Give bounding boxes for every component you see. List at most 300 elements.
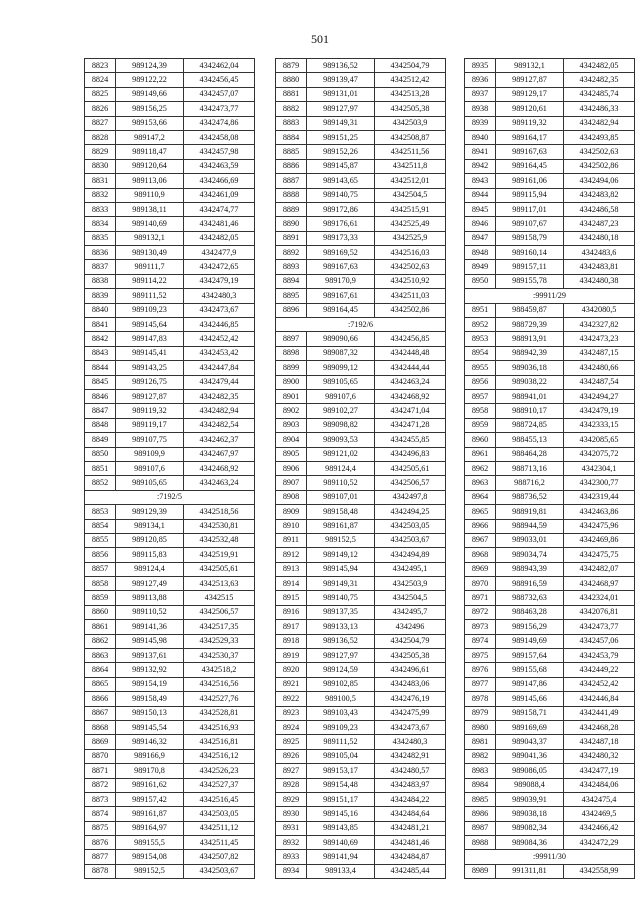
table-row bbox=[276, 749, 446, 763]
y-coordinate: 4342532,48 bbox=[184, 533, 255, 547]
y-coordinate: 4342462,37 bbox=[184, 433, 255, 447]
x-coordinate: 989140,69 bbox=[307, 836, 375, 850]
y-coordinate: 4342482,07 bbox=[564, 562, 635, 576]
y-coordinate: 4342516,03 bbox=[375, 246, 446, 260]
x-coordinate: 989145,64 bbox=[116, 318, 184, 332]
table-row bbox=[276, 649, 446, 663]
point-number: 8934 bbox=[276, 864, 307, 878]
point-number: 8849 bbox=[85, 433, 116, 447]
table-row bbox=[85, 778, 255, 792]
y-coordinate: 4342502,86 bbox=[375, 303, 446, 317]
table-row bbox=[276, 792, 446, 806]
y-coordinate: 4342494,06 bbox=[564, 174, 635, 188]
x-coordinate: 989140,75 bbox=[307, 188, 375, 202]
y-coordinate: 4342300,77 bbox=[564, 476, 635, 490]
x-coordinate: 989139,47 bbox=[307, 73, 375, 87]
point-number: 8919 bbox=[276, 649, 307, 663]
table-row bbox=[276, 73, 446, 87]
table-row bbox=[85, 807, 255, 821]
x-coordinate: 989126,75 bbox=[116, 375, 184, 389]
parcel-id: :99911/29 bbox=[465, 289, 635, 303]
table-row bbox=[85, 418, 255, 432]
x-coordinate: 989166,9 bbox=[116, 749, 184, 763]
y-coordinate: 4342448,48 bbox=[375, 346, 446, 360]
y-coordinate: 4342484,22 bbox=[375, 792, 446, 806]
point-number: 8914 bbox=[276, 577, 307, 591]
y-coordinate: 4342516,45 bbox=[184, 792, 255, 806]
table-row bbox=[85, 332, 255, 346]
x-coordinate: 989152,5 bbox=[116, 864, 184, 878]
table-row bbox=[85, 677, 255, 691]
table-row bbox=[85, 836, 255, 850]
x-coordinate: 989137,35 bbox=[307, 605, 375, 619]
table-row bbox=[85, 217, 255, 231]
x-coordinate: 989109,23 bbox=[307, 720, 375, 734]
y-coordinate: 4342479,19 bbox=[564, 404, 635, 418]
table-row bbox=[465, 145, 635, 159]
table-row bbox=[465, 59, 635, 73]
table-row bbox=[465, 202, 635, 216]
table-row bbox=[465, 246, 635, 260]
point-number: 8873 bbox=[85, 792, 116, 806]
y-coordinate: 4342502,63 bbox=[564, 145, 635, 159]
point-number: 8874 bbox=[85, 807, 116, 821]
table-row bbox=[85, 735, 255, 749]
x-coordinate: 989124,39 bbox=[116, 59, 184, 73]
x-coordinate: 989127,87 bbox=[116, 389, 184, 403]
y-coordinate: 4342456,85 bbox=[375, 332, 446, 346]
x-coordinate: 988463,28 bbox=[496, 605, 564, 619]
table-row bbox=[465, 663, 635, 677]
y-coordinate: 4342472,65 bbox=[184, 260, 255, 274]
x-coordinate: 989114,22 bbox=[116, 274, 184, 288]
point-number: 8833 bbox=[85, 202, 116, 216]
point-number: 8973 bbox=[465, 620, 496, 634]
parcel-id: :7192/6 bbox=[276, 318, 446, 332]
point-number: 8894 bbox=[276, 274, 307, 288]
x-coordinate: 988916,59 bbox=[496, 577, 564, 591]
table-row bbox=[465, 159, 635, 173]
x-coordinate: 989107,67 bbox=[496, 217, 564, 231]
y-coordinate: 4342475,96 bbox=[564, 519, 635, 533]
x-coordinate: 989150,13 bbox=[116, 706, 184, 720]
y-coordinate: 4342304,1 bbox=[564, 461, 635, 475]
table-row bbox=[465, 864, 635, 878]
table-row bbox=[276, 217, 446, 231]
y-coordinate: 4342494,25 bbox=[375, 505, 446, 519]
point-number: 8884 bbox=[276, 130, 307, 144]
y-coordinate: 4342506,57 bbox=[184, 605, 255, 619]
point-number: 8952 bbox=[465, 318, 496, 332]
table-row bbox=[276, 303, 446, 317]
table-row bbox=[465, 130, 635, 144]
x-coordinate: 989120,61 bbox=[496, 102, 564, 116]
y-coordinate: 4342482,91 bbox=[375, 749, 446, 763]
point-number: 8956 bbox=[465, 375, 496, 389]
point-number: 8896 bbox=[276, 303, 307, 317]
y-coordinate: 4342530,37 bbox=[184, 649, 255, 663]
table-row bbox=[465, 174, 635, 188]
x-coordinate: 989161,87 bbox=[116, 807, 184, 821]
point-number: 8857 bbox=[85, 562, 116, 576]
table-row bbox=[85, 720, 255, 734]
x-coordinate: 989167,63 bbox=[307, 260, 375, 274]
y-coordinate: 4342487,23 bbox=[564, 217, 635, 231]
y-coordinate: 4342512,01 bbox=[375, 174, 446, 188]
point-number: 8901 bbox=[276, 389, 307, 403]
point-number: 8882 bbox=[276, 102, 307, 116]
x-coordinate: 989164,17 bbox=[496, 130, 564, 144]
point-number: 8887 bbox=[276, 174, 307, 188]
y-coordinate: 4342511,56 bbox=[375, 145, 446, 159]
x-coordinate: 989140,69 bbox=[116, 217, 184, 231]
point-number: 8831 bbox=[85, 174, 116, 188]
y-coordinate: 4342474,86 bbox=[184, 116, 255, 130]
point-number: 8852 bbox=[85, 476, 116, 490]
table-row bbox=[276, 577, 446, 591]
table-row bbox=[465, 591, 635, 605]
table-row bbox=[276, 332, 446, 346]
table-row bbox=[465, 447, 635, 461]
y-coordinate: 4342482,05 bbox=[184, 231, 255, 245]
x-coordinate: 989141,94 bbox=[307, 850, 375, 864]
x-coordinate: 989149,66 bbox=[116, 87, 184, 101]
point-number: 8985 bbox=[465, 792, 496, 806]
y-coordinate: 4342075,72 bbox=[564, 447, 635, 461]
table-row bbox=[85, 289, 255, 303]
point-number: 8975 bbox=[465, 649, 496, 663]
x-coordinate: 988455,13 bbox=[496, 433, 564, 447]
point-number: 8869 bbox=[85, 735, 116, 749]
point-number: 8838 bbox=[85, 274, 116, 288]
table-row bbox=[85, 692, 255, 706]
x-coordinate: 989111,52 bbox=[307, 735, 375, 749]
table-row bbox=[276, 418, 446, 432]
point-number: 8907 bbox=[276, 476, 307, 490]
table-row bbox=[276, 548, 446, 562]
x-coordinate: 989107,6 bbox=[307, 389, 375, 403]
x-coordinate: 989099,12 bbox=[307, 361, 375, 375]
point-number: 8948 bbox=[465, 246, 496, 260]
point-number: 8974 bbox=[465, 634, 496, 648]
y-coordinate: 4342446,85 bbox=[184, 318, 255, 332]
table-row bbox=[85, 821, 255, 835]
point-number: 8860 bbox=[85, 605, 116, 619]
y-coordinate: 4342319,44 bbox=[564, 490, 635, 504]
point-number: 8984 bbox=[465, 778, 496, 792]
x-coordinate: 989036,18 bbox=[496, 361, 564, 375]
point-number: 8865 bbox=[85, 677, 116, 691]
parcel-id: :99911/30 bbox=[465, 850, 635, 864]
x-coordinate: 989115,94 bbox=[496, 188, 564, 202]
point-number: 8944 bbox=[465, 188, 496, 202]
table-row bbox=[85, 649, 255, 663]
point-number: 8902 bbox=[276, 404, 307, 418]
x-coordinate: 989039,91 bbox=[496, 792, 564, 806]
point-number: 8910 bbox=[276, 519, 307, 533]
x-coordinate: 989155,68 bbox=[496, 663, 564, 677]
y-coordinate: 4342466,42 bbox=[564, 821, 635, 835]
x-coordinate: 989043,37 bbox=[496, 735, 564, 749]
y-coordinate: 4342513,63 bbox=[184, 577, 255, 591]
x-coordinate: 989109,23 bbox=[116, 303, 184, 317]
y-coordinate: 4342506,57 bbox=[375, 476, 446, 490]
x-coordinate: 989136,52 bbox=[307, 634, 375, 648]
y-coordinate: 4342441,49 bbox=[564, 706, 635, 720]
table-row bbox=[85, 116, 255, 130]
y-coordinate: 4342457,06 bbox=[564, 634, 635, 648]
point-number: 8859 bbox=[85, 591, 116, 605]
point-number: 8879 bbox=[276, 59, 307, 73]
point-number: 8924 bbox=[276, 720, 307, 734]
table-row bbox=[85, 663, 255, 677]
x-coordinate: 989170,9 bbox=[307, 274, 375, 288]
table-row bbox=[465, 807, 635, 821]
table-row bbox=[465, 749, 635, 763]
x-coordinate: 989143,25 bbox=[116, 361, 184, 375]
x-coordinate: 989122,22 bbox=[116, 73, 184, 87]
table-row bbox=[465, 821, 635, 835]
x-coordinate: 989149,12 bbox=[307, 548, 375, 562]
x-coordinate: 989100,5 bbox=[307, 692, 375, 706]
x-coordinate: 989164,45 bbox=[496, 159, 564, 173]
y-coordinate: 4342479,19 bbox=[184, 274, 255, 288]
table-row bbox=[465, 87, 635, 101]
x-coordinate: 989124,4 bbox=[116, 562, 184, 576]
x-coordinate: 989145,54 bbox=[116, 720, 184, 734]
point-number: 8856 bbox=[85, 548, 116, 562]
y-coordinate: 4342463,24 bbox=[184, 476, 255, 490]
table-row bbox=[465, 389, 635, 403]
point-number: 8885 bbox=[276, 145, 307, 159]
y-coordinate: 4342475,99 bbox=[375, 706, 446, 720]
y-coordinate: 4342484,64 bbox=[375, 807, 446, 821]
y-coordinate: 4342327,82 bbox=[564, 318, 635, 332]
y-coordinate: 4342526,23 bbox=[184, 764, 255, 778]
x-coordinate: 989118,47 bbox=[116, 145, 184, 159]
table-row bbox=[276, 59, 446, 73]
y-coordinate: 4342481,46 bbox=[184, 217, 255, 231]
y-coordinate: 4342479,44 bbox=[184, 375, 255, 389]
table-row bbox=[276, 807, 446, 821]
y-coordinate: 4342503,9 bbox=[375, 116, 446, 130]
table-row bbox=[85, 605, 255, 619]
x-coordinate: 989124,59 bbox=[307, 663, 375, 677]
table-row bbox=[276, 346, 446, 360]
y-coordinate: 4342496,83 bbox=[375, 447, 446, 461]
y-coordinate: 4342333,15 bbox=[564, 418, 635, 432]
parcel-header-row bbox=[276, 318, 446, 332]
point-number: 8925 bbox=[276, 735, 307, 749]
y-coordinate: 4342515,91 bbox=[375, 202, 446, 216]
table-row bbox=[465, 433, 635, 447]
table-row bbox=[85, 577, 255, 591]
point-number: 8893 bbox=[276, 260, 307, 274]
point-number: 8927 bbox=[276, 764, 307, 778]
point-number: 8957 bbox=[465, 389, 496, 403]
point-number: 8854 bbox=[85, 519, 116, 533]
y-coordinate: 4342515 bbox=[184, 591, 255, 605]
x-coordinate: 989155,5 bbox=[116, 836, 184, 850]
point-number: 8933 bbox=[276, 850, 307, 864]
x-coordinate: 989087,32 bbox=[307, 346, 375, 360]
y-coordinate: 4342482,94 bbox=[184, 404, 255, 418]
x-coordinate: 989136,52 bbox=[307, 59, 375, 73]
table-row bbox=[85, 274, 255, 288]
point-number: 8895 bbox=[276, 289, 307, 303]
y-coordinate: 4342473,67 bbox=[184, 303, 255, 317]
x-coordinate: 988724,85 bbox=[496, 418, 564, 432]
table-row bbox=[85, 145, 255, 159]
table-row bbox=[85, 202, 255, 216]
point-number: 8899 bbox=[276, 361, 307, 375]
y-coordinate: 4342475,75 bbox=[564, 548, 635, 562]
point-number: 8850 bbox=[85, 447, 116, 461]
coordinate-table-column-1 bbox=[84, 58, 255, 879]
point-number: 8920 bbox=[276, 663, 307, 677]
table-row bbox=[465, 764, 635, 778]
table-row bbox=[85, 792, 255, 806]
coordinate-table-column-2 bbox=[275, 58, 446, 879]
table-row bbox=[85, 174, 255, 188]
point-number: 8926 bbox=[276, 749, 307, 763]
y-coordinate: 4342483,06 bbox=[375, 677, 446, 691]
point-number: 8858 bbox=[85, 577, 116, 591]
y-coordinate: 4342504,79 bbox=[375, 59, 446, 73]
point-number: 8842 bbox=[85, 332, 116, 346]
table-row bbox=[465, 361, 635, 375]
point-number: 8929 bbox=[276, 792, 307, 806]
table-row bbox=[276, 764, 446, 778]
y-coordinate: 4342484,06 bbox=[564, 778, 635, 792]
x-coordinate: 989172,86 bbox=[307, 202, 375, 216]
point-number: 8981 bbox=[465, 735, 496, 749]
y-coordinate: 4342518,56 bbox=[184, 505, 255, 519]
y-coordinate: 4342480,66 bbox=[564, 361, 635, 375]
point-number: 8886 bbox=[276, 159, 307, 173]
x-coordinate: 989138,11 bbox=[116, 202, 184, 216]
x-coordinate: 989153,66 bbox=[116, 116, 184, 130]
x-coordinate: 989119,32 bbox=[496, 116, 564, 130]
x-coordinate: 989161,06 bbox=[496, 174, 564, 188]
y-coordinate: 4342447,84 bbox=[184, 361, 255, 375]
point-number: 8942 bbox=[465, 159, 496, 173]
y-coordinate: 4342493,85 bbox=[564, 130, 635, 144]
point-number: 8847 bbox=[85, 404, 116, 418]
point-number: 8834 bbox=[85, 217, 116, 231]
table-row bbox=[465, 634, 635, 648]
point-number: 8989 bbox=[465, 864, 496, 878]
point-number: 8843 bbox=[85, 346, 116, 360]
y-coordinate: 4342528,81 bbox=[184, 706, 255, 720]
y-coordinate: 4342511,03 bbox=[375, 289, 446, 303]
y-coordinate: 4342473,23 bbox=[564, 332, 635, 346]
x-coordinate: 989158,71 bbox=[496, 706, 564, 720]
table-row bbox=[276, 289, 446, 303]
point-number: 8871 bbox=[85, 764, 116, 778]
point-number: 8880 bbox=[276, 73, 307, 87]
table-row bbox=[465, 217, 635, 231]
x-coordinate: 989140,75 bbox=[307, 591, 375, 605]
x-coordinate: 989110,52 bbox=[116, 605, 184, 619]
table-row bbox=[465, 461, 635, 475]
x-coordinate: 989157,11 bbox=[496, 260, 564, 274]
x-coordinate: 988713,16 bbox=[496, 461, 564, 475]
x-coordinate: 988732,63 bbox=[496, 591, 564, 605]
point-number: 8881 bbox=[276, 87, 307, 101]
table-row bbox=[85, 102, 255, 116]
y-coordinate: 4342458,08 bbox=[184, 130, 255, 144]
x-coordinate: 989151,25 bbox=[307, 130, 375, 144]
y-coordinate: 4342444,44 bbox=[375, 361, 446, 375]
y-coordinate: 4342480,3 bbox=[184, 289, 255, 303]
table-row bbox=[465, 778, 635, 792]
table-row bbox=[276, 246, 446, 260]
y-coordinate: 4342076,81 bbox=[564, 605, 635, 619]
x-coordinate: 989158,49 bbox=[116, 692, 184, 706]
table-row bbox=[85, 231, 255, 245]
y-coordinate: 4342504,5 bbox=[375, 591, 446, 605]
x-coordinate: 989149,69 bbox=[496, 634, 564, 648]
point-number: 8853 bbox=[85, 505, 116, 519]
table-row bbox=[276, 447, 446, 461]
table-row bbox=[276, 864, 446, 878]
y-coordinate: 4342525,49 bbox=[375, 217, 446, 231]
table-row bbox=[276, 231, 446, 245]
x-coordinate: 989102,27 bbox=[307, 404, 375, 418]
y-coordinate: 4342469,86 bbox=[564, 533, 635, 547]
point-number: 8851 bbox=[85, 461, 116, 475]
point-number: 8868 bbox=[85, 720, 116, 734]
table-row bbox=[85, 361, 255, 375]
table-row bbox=[465, 562, 635, 576]
x-coordinate: 989127,97 bbox=[307, 102, 375, 116]
y-coordinate: 4342503,67 bbox=[375, 533, 446, 547]
point-number: 8906 bbox=[276, 461, 307, 475]
x-coordinate: 989111,7 bbox=[116, 260, 184, 274]
x-coordinate: 989082,34 bbox=[496, 821, 564, 835]
x-coordinate: 989167,63 bbox=[496, 145, 564, 159]
x-coordinate: 989156,25 bbox=[116, 102, 184, 116]
y-coordinate: 4342453,79 bbox=[564, 649, 635, 663]
x-coordinate: 989107,6 bbox=[116, 461, 184, 475]
x-coordinate: 989137,61 bbox=[116, 649, 184, 663]
y-coordinate: 4342324,01 bbox=[564, 591, 635, 605]
point-number: 8824 bbox=[85, 73, 116, 87]
x-coordinate: 989120,64 bbox=[116, 159, 184, 173]
parcel-header-row bbox=[85, 490, 255, 504]
table-row bbox=[85, 389, 255, 403]
x-coordinate: 989084,36 bbox=[496, 836, 564, 850]
table-row bbox=[85, 246, 255, 260]
x-coordinate: 989169,52 bbox=[307, 246, 375, 260]
point-number: 8932 bbox=[276, 836, 307, 850]
x-coordinate: 989110,52 bbox=[307, 476, 375, 490]
point-number: 8911 bbox=[276, 533, 307, 547]
point-number: 8959 bbox=[465, 418, 496, 432]
point-number: 8864 bbox=[85, 663, 116, 677]
point-number: 8966 bbox=[465, 519, 496, 533]
x-coordinate: 988459,87 bbox=[496, 303, 564, 317]
point-number: 8970 bbox=[465, 577, 496, 591]
y-coordinate: 4342466,69 bbox=[184, 174, 255, 188]
y-coordinate: 4342496 bbox=[375, 620, 446, 634]
table-row bbox=[85, 533, 255, 547]
point-number: 8969 bbox=[465, 562, 496, 576]
table-row bbox=[465, 706, 635, 720]
point-number: 8840 bbox=[85, 303, 116, 317]
x-coordinate: 989147,2 bbox=[116, 130, 184, 144]
